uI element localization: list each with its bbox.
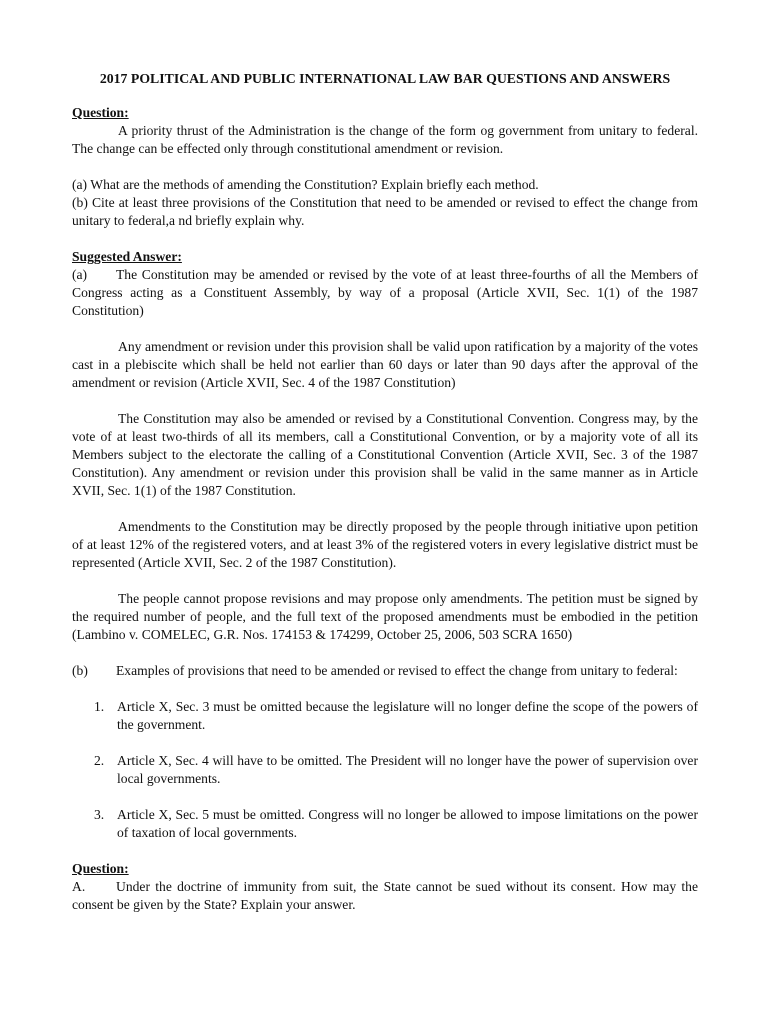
- answer-paragraph-ratification: Any amendment or revision under this provision shall be valid upon ratification by a majority of the votes cast in a plebiscite which shall be held not earlier than 60 days or later than 90 days after the approval of the amendment or revision (Article XVII, Sec. 4 of the 1987 Constitution): [72, 339, 698, 390]
- provisions-list: [72, 698, 698, 842]
- answer-paragraph-initiative: Amendments to the Constitution may be directly proposed by the people through initiative upon petition of at least 12% of the registered voters, and at least 3% of the registered voters in every legislative district must be represented (Article XVII, Sec. 2 of the 1987 Constitution).: [72, 519, 698, 570]
- document-page: [72, 70, 698, 914]
- suggested-answer-heading: Suggested Answer:: [72, 249, 182, 264]
- answer-paragraph-petition: The people cannot propose revisions and may propose only amendments. The petition must be signed by the required number of people, and the full text of the proposed amendments must be embodied in the petition (Lambino v. COMELEC, G.R. Nos. 174153 & 174299, October 25, 2006, 503 SCRA 1650): [72, 591, 698, 642]
- answer-a-text: The Constitution may be amended or revised by the vote of at least three-fourths of all the Members of Congress acting as a Constituent Assembly, by way of a proposal (Article XVII, Sec. 1(1) of the 1987 Constitution): [72, 267, 698, 318]
- question-1-intro: A priority thrust of the Administration is the change of the form og government from unitary to federal. The change can be effected only through constitutional amendment or revision.: [72, 123, 698, 156]
- list-item-text: Article X, Sec. 5 must be omitted. Congress will no longer be allowed to impose limitations on the power of taxation of local governments.: [117, 807, 698, 840]
- list-item-text: Article X, Sec. 3 must be omitted because the legislature will no longer define the scope of the powers of the government.: [117, 699, 698, 732]
- list-item-number: 2.: [94, 753, 105, 768]
- answer-b-label: (b): [72, 663, 88, 678]
- answer-b-text: Examples of provisions that need to be amended or revised to effect the change from unitary to federal:: [116, 663, 678, 678]
- list-item-number: 3.: [94, 807, 105, 822]
- answer-paragraph-convention: The Constitution may also be amended or revised by a Constitutional Convention. Congress may, by the vote of at least two-thirds of all its members, call a Constitutional Convention, or by a majority vote of all its Members subject to the electorate the calling of a Constitutional Convention (Article XVII, Sec. 3 of the 1987 Constitution). Any amendment or revision under this provision shall be valid in the same manner as in Article XVII, Sec. 1(1) of the 1987 Constitution.: [72, 411, 698, 498]
- list-item-number: 1.: [94, 699, 105, 714]
- question-2-a-label: A.: [72, 879, 86, 894]
- question-1-part-b: (b) Cite at least three provisions of the Constitution that need to be amended or revised to effect the change from unitary to federal,a nd briefly explain why.: [72, 195, 698, 228]
- list-item: [72, 752, 698, 788]
- question-1-heading: Question:: [72, 105, 129, 120]
- question-2-part-a: [72, 878, 698, 914]
- document-title: 2017 POLITICAL AND PUBLIC INTERNATIONAL LAW BAR QUESTIONS AND ANSWERS: [99, 71, 671, 86]
- list-item: [72, 806, 698, 842]
- answer-a-label: (a): [72, 267, 88, 282]
- question-1-part-a: (a) What are the methods of amending the Constitution? Explain briefly each method.: [72, 177, 539, 192]
- question-2-a-text: Under the doctrine of immunity from suit, the State cannot be sued without its consent. How may the consent be given by the State? Explain your answer.: [72, 879, 698, 912]
- answer-a-paragraph: [72, 266, 698, 320]
- answer-b-paragraph: [72, 662, 698, 680]
- list-item-text: Article X, Sec. 4 will have to be omitted. The President will no longer have the power of supervision over local governments.: [117, 753, 698, 786]
- question-2-heading: Question:: [72, 861, 129, 876]
- list-item: [72, 698, 698, 734]
